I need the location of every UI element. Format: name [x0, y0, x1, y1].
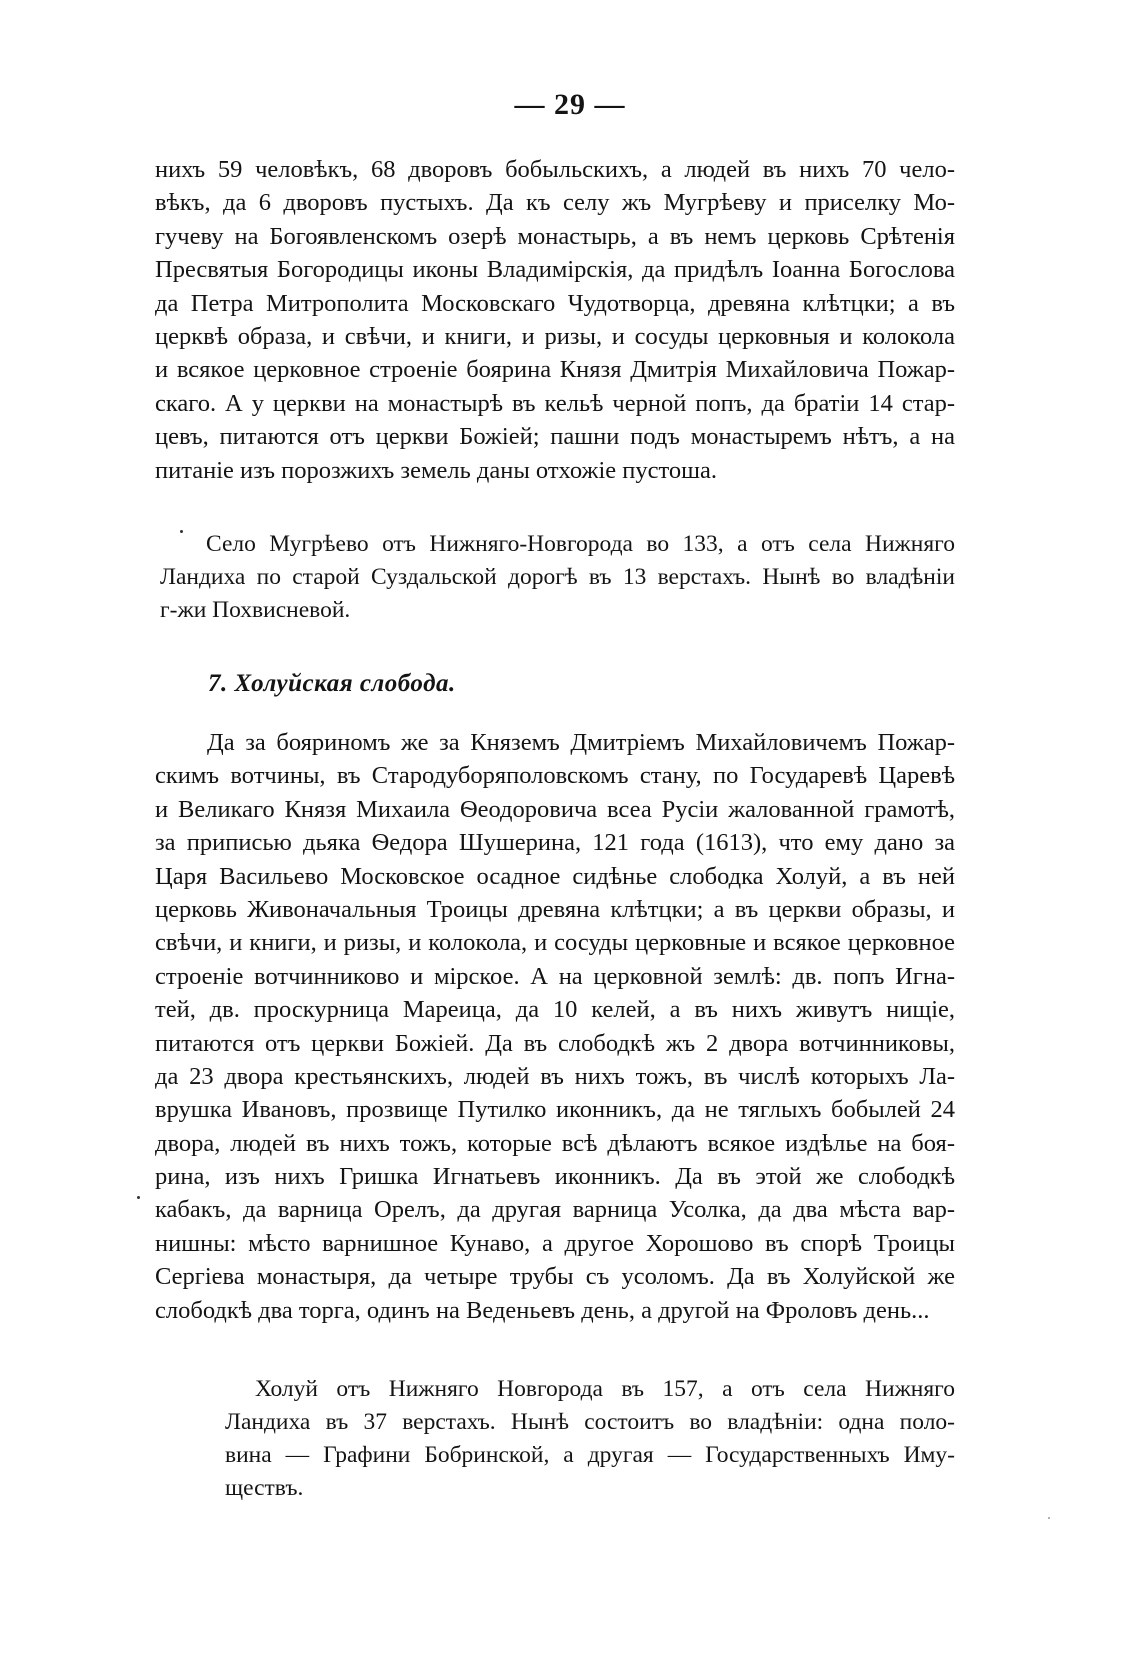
text-line: да 23 двора крестьянскихъ, людей въ нихъ тожъ, въ числѣ которыхъ Ла- [155, 1062, 955, 1090]
page-number: — 29 — [514, 88, 626, 121]
text-line: двора, людей въ нихъ тожъ, которые всѣ дѣлаютъ всякое издѣлье на боя- [155, 1129, 955, 1157]
text-line: за приписью дьяка Ѳедора Шушерина, 121 года (1613), что ему дано за [155, 829, 955, 857]
text-line: питаніе изъ порозжихъ земель даны отхожіе пустоша. [155, 456, 717, 484]
paragraph-1 [155, 153, 955, 487]
note-1 [160, 528, 955, 627]
text-line: питаются отъ церкви Божiей. Да въ слободкѣ жъ 2 двора вотчинниковы, [155, 1029, 955, 1057]
text-line: и Великаго Князя Михаила Ѳеодоровича всеа Русіи жалованной грамотѣ, [155, 795, 955, 823]
text-line: Ландиха въ 37 верстахъ. Нынѣ состоитъ во владѣніи: одна поло- [225, 1409, 955, 1435]
text-line: скимъ вотчины, въ Стародубоpяполовскомъ стану, по Государевѣ Царевѣ [155, 762, 955, 790]
section-heading: 7. Холуйская слобода. [208, 670, 456, 697]
text-line: Ландиха по старой Суздальской дорогѣ въ 13 верстахъ. Нынѣ во владѣніи [160, 564, 955, 590]
text-line: тей, дв. проскурница Мареица, да 10 келей, а въ нихъ живутъ нищіе, [155, 996, 955, 1024]
text-line: скаго. А у церкви на монастырѣ въ кельѣ черной попъ, да братіи 14 стар- [155, 389, 955, 417]
note-2 [225, 1373, 955, 1505]
text-line: гучеву на Богоявленскомъ озерѣ монастырь, а въ немъ церковь Срѣтенія [155, 222, 955, 250]
text-line: свѣчи, и книги, и ризы, и колокола, и сосуды церковные и всякое церковное [155, 929, 955, 957]
text-line: вѣкъ, да 6 дворовъ пустыхъ. Да къ селу жъ Мугрѣеву и приселку Мо- [155, 189, 955, 217]
text-line: Царя Васильево Московское осадное сидѣнье слободка Холуй, а въ ней [155, 862, 955, 890]
paragraph-2 [155, 726, 955, 1327]
text-line: Да за бояриномъ же за Княземъ Дмитріемъ Михайловичемъ Пожар- [207, 729, 955, 756]
ink-speck [180, 530, 183, 533]
text-line: рина, изъ нихъ Гришка Игнатьевъ иконникъ. Да въ этой же слободкѣ [155, 1163, 955, 1191]
text-line: нихъ 59 человѣкъ, 68 дворовъ бобыльскихъ, а людей въ нихъ 70 чело- [155, 156, 955, 183]
ink-speck [1048, 1517, 1050, 1519]
text-line: цевъ, питаются отъ церкви Божiей; пашни подъ монастыремъ нѣтъ, а на [155, 423, 955, 451]
text-line: строеніе вотчинниково и мірское. А на церковной землѣ: дв. попъ Игна- [155, 962, 955, 990]
ink-speck [137, 1196, 140, 1199]
text-line: Село Мугрѣево отъ Нижняго-Новгорода во 133, а отъ села Нижняго [206, 531, 955, 557]
text-line: врушка Ивановъ, прозвище Путилко иконникъ, да не тяглыхъ бобылей 24 [155, 1096, 955, 1124]
text-line: вина — Графини Бобринской, а другая — Государственныхъ Иму- [225, 1442, 955, 1468]
text-line: Пресвятыя Богородицы иконы Владимірскія, да придѣлъ Іоанна Богослова [155, 256, 955, 284]
text-line: кабакъ, да варница Орелъ, да другая варница Усолка, да два мѣста вар- [155, 1196, 955, 1224]
text-line: церковь Живоначальныя Троицы древяна клѣтцки; а въ церкви образы, и [155, 895, 955, 923]
text-line: слободкѣ два торга, одинъ на Веденьевъ день, а другой на Фроловъ день... [155, 1296, 930, 1324]
text-line: церквѣ образа, и свѣчи, и книги, и ризы, и сосуды церковныя и колокола [155, 322, 955, 350]
text-line: нишны: мѣсто варнишное Кунаво, а другое Хорошово въ спорѣ Троицы [155, 1229, 955, 1257]
text-line: г-жи Похвисневой. [160, 597, 351, 623]
text-line: да Петра Митрополита Московскаго Чудотворца, древяна клѣтцки; а въ [155, 289, 955, 317]
text-line: Холуй отъ Нижняго Новгорода въ 157, а отъ села Нижняго [255, 1376, 955, 1402]
text-line: Сергіева монастыря, да четыре трубы съ уcоломъ. Да въ Холуйской же [155, 1263, 955, 1291]
text-line: ществъ. [225, 1475, 304, 1501]
text-line: и всякое церковное строеніе боярина Князя Дмитрія Михайловича Пожар- [155, 356, 955, 384]
